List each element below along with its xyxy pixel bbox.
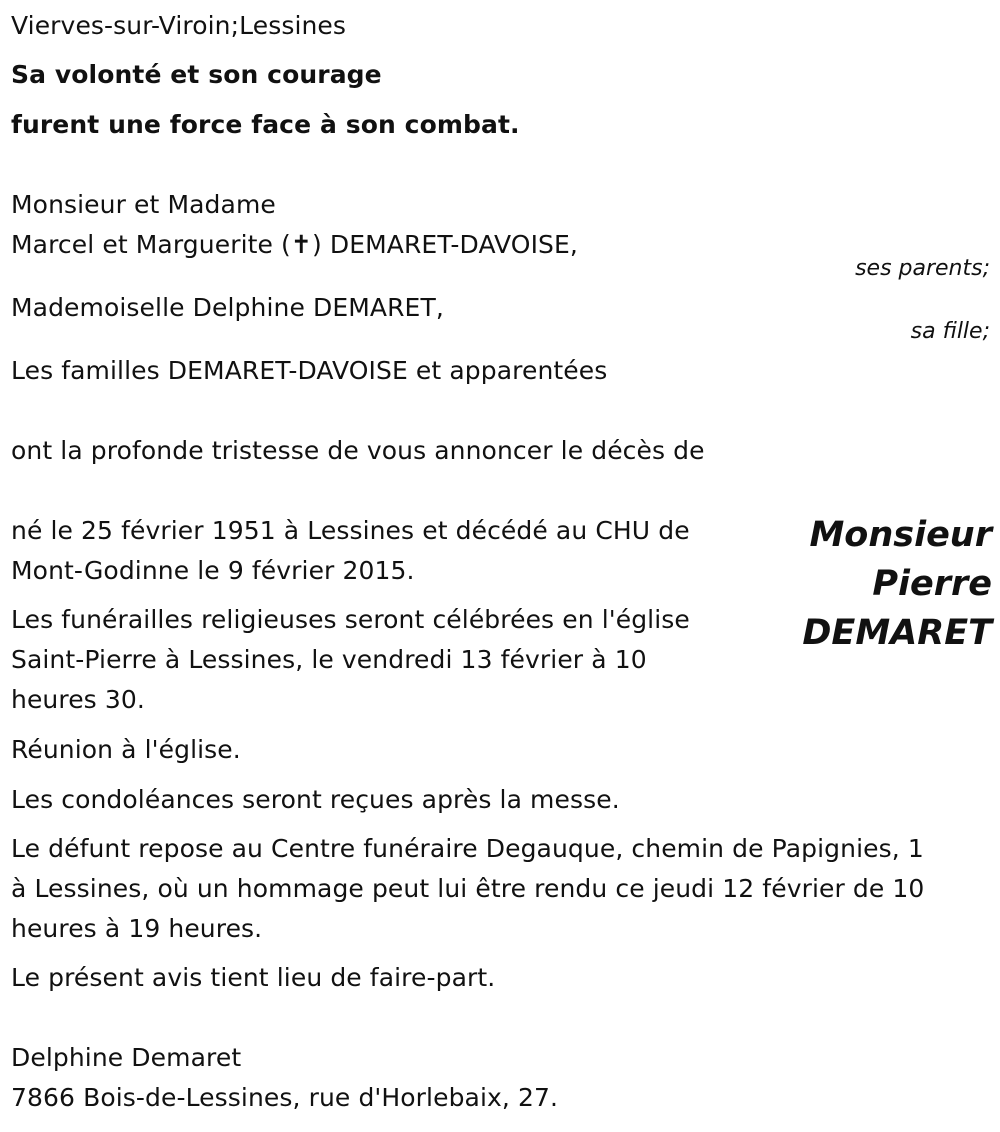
announcement-line: ont la profonde tristesse de vous annoncer le décès de (11, 436, 705, 465)
funeral-line-3: heures 30. (11, 685, 145, 714)
birth-line-2: Mont-Godinne le 9 février 2015. (11, 556, 415, 585)
quote-line-2: furent une force face à son combat. (11, 110, 520, 139)
notice-line: Le présent avis tient lieu de faire-part. (11, 963, 496, 992)
condolences-line: Les condoléances seront reçues après la messe. (11, 785, 620, 814)
rest-line-3: heures à 19 heures. (11, 914, 263, 943)
families-line: Les familles DEMARET-DAVOISE et apparentées (11, 356, 608, 385)
funeral-line-2: Saint-Pierre à Lessines, le vendredi 13 février à 10 (11, 645, 647, 674)
deceased-title: Monsieur (809, 515, 992, 555)
deceased-name (802, 511, 992, 658)
deceased-last-name: DEMARET (802, 613, 992, 653)
contact-name: Delphine Demaret (11, 1043, 242, 1072)
quote-line-1: Sa volonté et son courage (11, 60, 382, 89)
parents-line-2: Marcel et Marguerite (✝) DEMARET-DAVOISE, (11, 230, 578, 259)
funeral-line-1: Les funérailles religieuses seront célébrées en l'église (11, 605, 690, 634)
location-line: Vierves-sur-Viroin;Lessines (11, 11, 347, 40)
parents-line-1: Monsieur et Madame (11, 190, 276, 219)
rest-line-1: Le défunt repose au Centre funéraire Degauque, chemin de Papignies, 1 (11, 834, 924, 863)
rest-line-2: à Lessines, où un hommage peut lui être rendu ce jeudi 12 février de 10 (11, 874, 925, 903)
birth-line-1: né le 25 février 1951 à Lessines et décédé au CHU de (11, 516, 690, 545)
contact-address: 7866 Bois-de-Lessines, rue d'Horlebaix, 27. (11, 1083, 559, 1112)
daughter-line: Mademoiselle Delphine DEMARET, (11, 293, 444, 322)
parents-role: ses parents; (855, 256, 990, 281)
deceased-first-name: Pierre (872, 564, 992, 604)
daughter-role: sa fille; (910, 319, 990, 344)
meeting-line: Réunion à l'église. (11, 735, 241, 764)
